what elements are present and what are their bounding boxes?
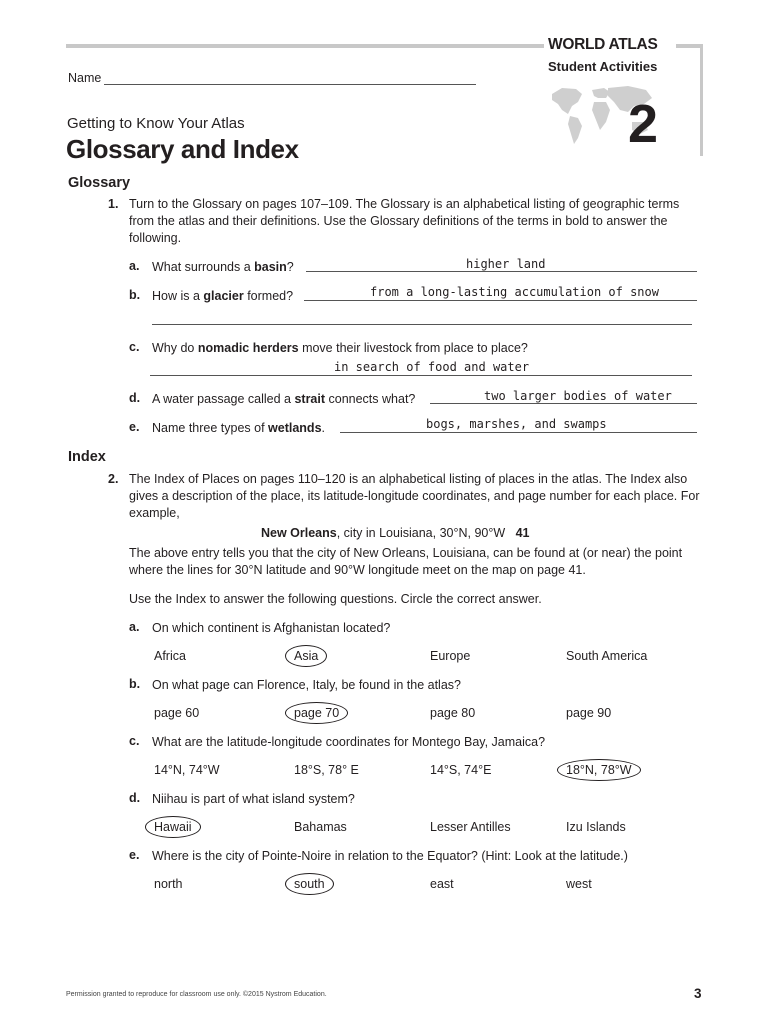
index-e-option[interactable]: east	[430, 877, 454, 891]
index-example-entry	[261, 525, 529, 542]
glossary-a-letter: a.	[129, 259, 140, 273]
index-d-question: Niihau is part of what island system?	[152, 792, 355, 806]
unit-number: 2	[628, 94, 659, 154]
index-e-option[interactable]: north	[154, 877, 183, 891]
glossary-b-answer-line-2[interactable]	[152, 324, 692, 325]
glossary-b-pre: How is a	[152, 289, 204, 303]
index-b-option[interactable]: page 70	[294, 706, 340, 720]
index-b-option[interactable]: page 60	[154, 706, 200, 720]
index-c-option[interactable]: 18°N, 78°W	[566, 763, 632, 777]
glossary-d-answer-line[interactable]	[430, 403, 697, 404]
glossary-a-answer-line[interactable]	[306, 271, 697, 272]
index-a-option[interactable]: Asia	[294, 649, 319, 663]
index-b-option[interactable]: page 80	[430, 706, 476, 720]
index-c-option[interactable]: 18°S, 78° E	[294, 763, 359, 777]
index-instruction: Use the Index to answer the following questions. Circle the correct answer.	[129, 592, 542, 606]
index-b-option[interactable]: page 90	[566, 706, 612, 720]
glossary-c-question	[152, 340, 528, 357]
glossary-b-answer-line[interactable]	[304, 300, 697, 301]
glossary-b-question	[152, 288, 293, 305]
answer-circle	[145, 816, 201, 838]
index-b-letter: b.	[129, 677, 141, 691]
example-desc: , city in Louisiana, 30°N, 90°W	[336, 526, 506, 540]
index-e-letter: e.	[129, 848, 140, 862]
brand-title: WORLD ATLAS	[548, 36, 658, 53]
permission-footer: Permission granted to reproduce for classroom use only. ©2015 Nystrom Education.	[66, 991, 327, 998]
glossary-d-post: connects what?	[325, 392, 416, 406]
q2-number: 2.	[108, 472, 119, 486]
glossary-b-answer: from a long-lasting accumulation of snow	[370, 285, 659, 299]
header-rule	[66, 44, 544, 48]
index-a-option[interactable]: Europe	[430, 649, 471, 663]
index-c-option[interactable]: 14°N, 74°W	[154, 763, 220, 777]
glossary-heading: Glossary	[68, 175, 131, 191]
glossary-c-post: move their livestock from place to place?	[298, 341, 528, 355]
page-number: 3	[694, 986, 702, 1001]
glossary-e-letter: e.	[129, 420, 140, 434]
brand-subtitle: Student Activities	[548, 59, 658, 74]
glossary-c-letter: c.	[129, 340, 140, 354]
glossary-d-answer: two larger bodies of water	[484, 389, 672, 403]
index-e-question: Where is the city of Pointe-Noire in relation to the Equator? (Hint: Look at the latitude.)	[152, 849, 628, 863]
glossary-e-term: wetlands	[268, 421, 322, 435]
name-field[interactable]	[104, 84, 476, 85]
glossary-a-post: ?	[286, 260, 294, 274]
glossary-e-post: .	[321, 421, 326, 435]
page-title: Glossary and Index	[66, 134, 299, 164]
lesson-kicker: Getting to Know Your Atlas	[67, 115, 245, 132]
index-c-question: What are the latitude-longitude coordinates for Montego Bay, Jamaica?	[152, 735, 546, 749]
example-page: 41	[515, 526, 530, 540]
glossary-c-answer: in search of food and water	[334, 360, 530, 374]
example-place: New Orleans	[261, 526, 337, 540]
q1-text: Turn to the Glossary on pages 107–109. The Glossary is an alphabetical listing of geographic terms from the atlas and their definitions. Use the Glossary definitions of the terms in bold to answer the following.	[129, 197, 680, 245]
index-c-letter: c.	[129, 734, 140, 748]
glossary-e-answer-line[interactable]	[340, 432, 697, 433]
glossary-a-question	[152, 259, 294, 276]
index-a-option[interactable]: South America	[566, 649, 648, 663]
answer-circle	[557, 759, 641, 781]
index-d-letter: d.	[129, 791, 141, 805]
glossary-c-term: nomadic herders	[197, 341, 299, 355]
index-a-letter: a.	[129, 620, 140, 634]
glossary-d-pre: A water passage called a	[152, 392, 295, 406]
glossary-b-letter: b.	[129, 288, 141, 302]
index-e-option[interactable]: west	[566, 877, 592, 891]
glossary-b-term: glacier	[203, 289, 244, 303]
brand-vertical-rule	[700, 44, 703, 156]
index-d-option[interactable]: Izu Islands	[566, 820, 626, 834]
q2-text: The Index of Places on pages 110–120 is an alphabetical listing of places in the atlas. The Index also gives a description of the place, its latitude-longitude coordinates, and page number for each place. For example,	[129, 472, 700, 520]
index-explain: The above entry tells you that the city of New Orleans, Louisiana, can be found at (or near) the point where the lines for 30°N latitude and 90°W longitude meet on the map on page 41.	[129, 546, 683, 577]
glossary-d-letter: d.	[129, 391, 141, 405]
glossary-d-term: strait	[294, 392, 326, 406]
answer-circle	[285, 645, 327, 667]
glossary-a-term: basin	[254, 260, 287, 274]
index-a-question: On which continent is Afghanistan located?	[152, 621, 391, 635]
index-c-option[interactable]: 14°S, 74°E	[430, 763, 492, 777]
index-heading: Index	[68, 449, 106, 465]
q1-number: 1.	[108, 197, 119, 211]
index-d-option[interactable]: Bahamas	[294, 820, 347, 834]
glossary-e-answer: bogs, marshes, and swamps	[426, 417, 607, 431]
glossary-d-question	[152, 391, 415, 408]
glossary-e-question	[152, 420, 325, 437]
name-label: Name	[68, 71, 102, 85]
index-e-option[interactable]: south	[294, 877, 325, 891]
glossary-c-answer-line[interactable]	[150, 375, 692, 376]
glossary-a-answer: higher land	[466, 257, 546, 271]
glossary-c-pre: Why do	[152, 341, 198, 355]
glossary-a-pre: What surrounds a	[152, 260, 255, 274]
glossary-e-pre: Name three types of	[152, 421, 269, 435]
brand-corner-rule	[676, 44, 702, 48]
answer-circle	[285, 873, 334, 895]
index-d-option[interactable]: Lesser Antilles	[430, 820, 511, 834]
index-a-option[interactable]: Africa	[154, 649, 186, 663]
index-b-question: On what page can Florence, Italy, be found in the atlas?	[152, 678, 461, 692]
glossary-b-post: formed?	[243, 289, 294, 303]
index-d-option[interactable]: Hawaii	[154, 820, 192, 834]
answer-circle	[285, 702, 348, 724]
